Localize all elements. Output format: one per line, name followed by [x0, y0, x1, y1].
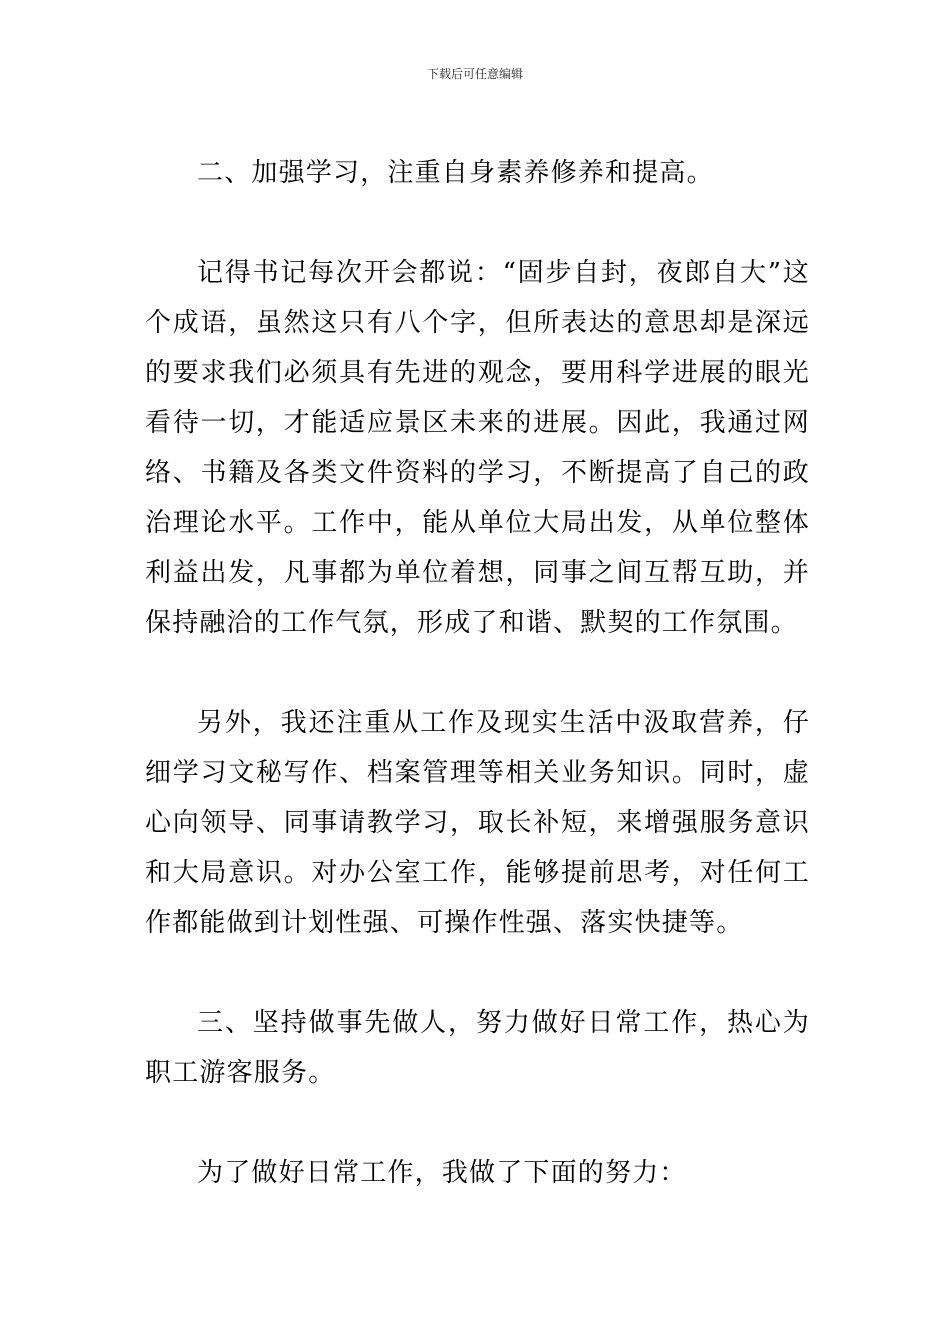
paragraph-daily-work: 为了做好日常工作，我做了下面的努力： [197, 1158, 687, 1188]
paragraph-study: 记得书记每次开会都说：“固步自封，夜郎自大”这个成语，虽然这只有八个字，但所表达的意思却是深远的要求我们必须具有先进的观念，要用科学进展的眼光看待一切，才能适应景区未来的进展。因此，我通过网络、书籍及各类文件资料的学习，不断提高了自己的政治理论水平。工作中，能从单位大局出发，从单位整体利益出发，凡事都为单位着想，同事之间互帮互助，并保持融洽的工作气氛，形成了和谐、默契的工作氛围。 [145, 258, 810, 638]
section-heading-3: 三、坚持做事先做人，努力做好日常工作，热心为职工游客服务。 [145, 1008, 810, 1088]
paragraph-additionally: 另外，我还注重从工作及现实生活中汲取营养，仔细学习文秘写作、档案管理等相关业务知识。同时，虚心向领导、同事请教学习，取长补短，来增强服务意识和大局意识。对办公室工作，能够提前思考，对任何工作都能做到计划性强、可操作性强、落实快捷等。 [145, 708, 810, 938]
page-header: 下载后可任意编辑 [426, 67, 523, 81]
section-heading-2: 二、加强学习，注重自身素养修养和提高。 [197, 158, 714, 188]
document-body [145, 148, 810, 1198]
